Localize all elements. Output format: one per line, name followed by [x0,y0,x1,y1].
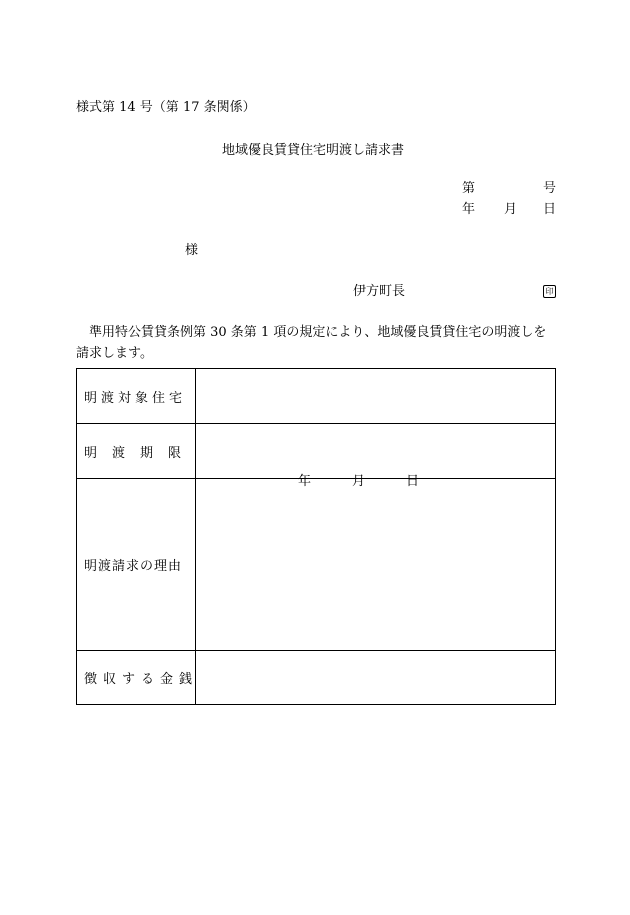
table-row [77,651,556,705]
document-title: 地域優良賃貸住宅明渡し請求書 [222,143,405,158]
request-table [76,368,556,705]
label-deadline: 明渡期限 [77,424,196,479]
sender-name: 伊方町長 [353,284,406,299]
addressee-honorific: 様 [185,243,199,258]
form-number: 様式第 14 号（第 17 条関係） [76,100,256,115]
deadline-day-label: 日 [406,474,420,489]
date-month-label: 月 [504,202,518,217]
value-collected-money [196,651,556,705]
table-row [77,369,556,424]
table-row [77,424,556,479]
label-collected-money: 徴収する金銭 [77,651,196,705]
document-number-suffix: 号 [543,181,557,196]
deadline-year-label: 年 [298,474,312,489]
document-number-prefix: 第 [462,181,476,196]
value-target-house [196,369,556,424]
table-row [77,479,556,651]
date-year-label: 年 [462,202,476,217]
deadline-month-label: 月 [352,474,366,489]
label-reason: 明渡請求の理由 [77,479,196,651]
request-body-text: 準用特公賃貸条例第 30 条第 1 項の規定により、地域優良賃貸住宅の明渡しを請求します。 [76,325,547,361]
value-reason [196,479,556,651]
label-target-house: 明渡対象住宅 [77,369,196,424]
value-deadline [196,424,556,489]
seal-icon: 印 [543,285,556,298]
date-day-label: 日 [543,202,557,217]
